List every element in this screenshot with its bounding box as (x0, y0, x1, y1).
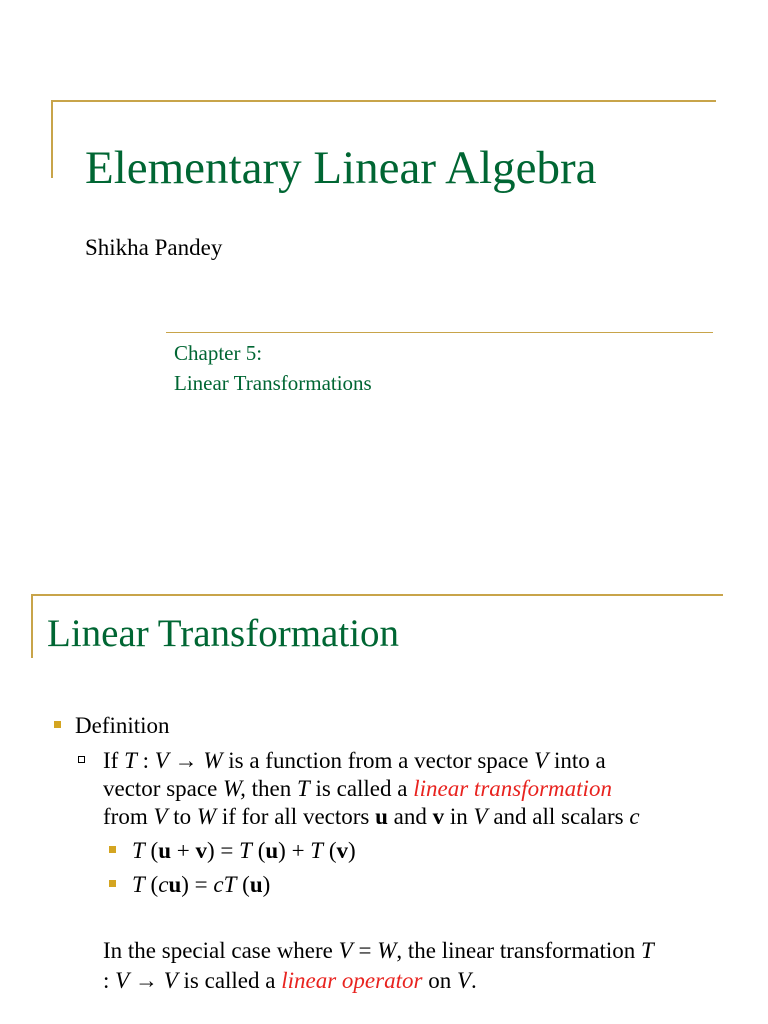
term-linear-operator: linear operator (281, 968, 423, 993)
additivity-equation: T (u + v) = T (u) + T (v) (132, 838, 356, 863)
slide-title: Linear Transformation (47, 612, 400, 655)
bullet-definition: Definition (75, 713, 170, 738)
definition-line-1: If T : V → W is a function from a vector space V into a (103, 748, 606, 773)
bullet-square-icon (109, 880, 116, 887)
definition-line-3: from V to W if for all vectors u and v in V and all scalars c (103, 804, 640, 829)
bullet-square-icon (54, 721, 61, 728)
special-case-line-1: In the special case where V = W, the linear transformation T (103, 938, 654, 963)
homogeneity-equation: T (cu) = cT (u) (132, 872, 271, 897)
definition-line-2: vector space W, then T is called a linear transformation (103, 776, 612, 801)
term-linear-transformation: linear transformation (413, 776, 612, 801)
chapter-label: Chapter 5: (174, 341, 263, 365)
special-case-line-2: : V → V is called a linear operator on V. (103, 968, 477, 993)
bullet-square-icon (109, 846, 116, 853)
chapter-rule (166, 332, 713, 333)
author-name: Shikha Pandey (85, 235, 223, 260)
definition-slide-left-rule (31, 594, 33, 658)
sub-bullet-hollow-square-icon (78, 756, 85, 763)
presentation-title: Elementary Linear Algebra (85, 142, 597, 194)
title-slide-left-rule (51, 100, 53, 178)
definition-slide-top-rule (31, 594, 723, 596)
definition-slide (0, 512, 768, 1024)
title-slide-top-rule (51, 100, 716, 102)
chapter-title: Linear Transformations (174, 371, 372, 395)
